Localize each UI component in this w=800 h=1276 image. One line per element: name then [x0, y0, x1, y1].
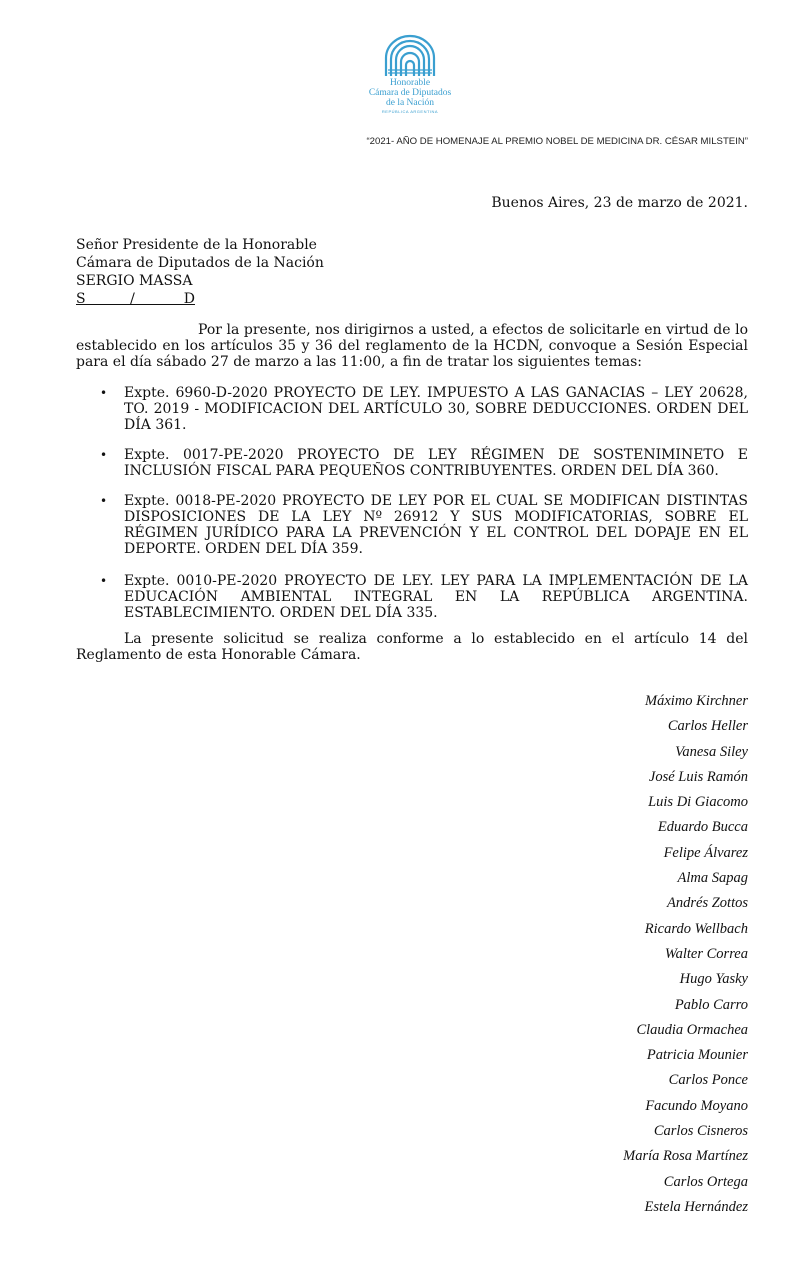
recipient-sd: S / D — [76, 291, 195, 307]
signature-name: Carlos Heller — [667, 718, 748, 735]
signature-name: Estela Hernández — [644, 1198, 748, 1215]
signature-name: Claudia Ormachea — [636, 1021, 748, 1038]
signature-name: Vanesa Siley — [675, 743, 748, 760]
signature-name: Facundo Moyano — [645, 1097, 748, 1114]
signature-name: Máximo Kirchner — [645, 693, 748, 709]
year-motto: “2021- AÑO DE HOMENAJE AL PREMIO NOBEL DE MEDICINA DR. CÉSAR MILSTEIN” — [366, 136, 748, 147]
letter-date: Buenos Aires, 23 de marzo de 2021. — [491, 195, 748, 211]
topic-text: Expte. 0018-PE-2020 PROYECTO DE LEY POR EL CUAL SE MODIFICAN DISTINTAS DISPOSICIONES DE LA LEY Nº 26912 Y SUS MODIFICATORIAS, SOBRE EL RÉGIMEN JURÍDICO PARA LA PREVENCIÓN Y EL CONTROL DEL DOPAJE EN EL DEPORTE. ORDEN DEL DÍA 359. — [124, 493, 748, 557]
intro-paragraph: Por la presente, nos dirigirnos a usted, a efectos de solicitarle en virtud de lo establecido en los artículos 35 y 36 del reglamento de la HCDN, convoque a Sesión Especial para el día sábado 27 de marzo a las 11:00, a fin de tratar los siguientes temas: — [76, 322, 748, 370]
signature-name: José Luis Ramón — [648, 768, 748, 785]
signature-name: Luis Di Giacomo — [648, 794, 748, 811]
signature-name: Eduardo Bucca — [657, 819, 748, 836]
signature-name: Carlos Cisneros — [653, 1123, 748, 1140]
topic-text: Expte. 0010-PE-2020 PROYECTO DE LEY. LEY PARA LA IMPLEMENTACIÓN DE LA EDUCACIÓN AMBIENTAL INTEGRAL EN LA REPÚBLICA ARGENTINA. ESTABLECIMIENTO. ORDEN DEL DÍA 335. — [124, 573, 748, 621]
recipient-block — [76, 236, 324, 308]
logo-line-4: REPÚBLICA ARGENTINA — [381, 109, 439, 114]
recipient-line-2: Cámara de Diputados de la Nación — [76, 255, 324, 271]
signature-name: Pablo Carro — [674, 996, 748, 1013]
signature-name: Alma Sapag — [677, 870, 748, 887]
logo-line-1: Honorable — [389, 78, 431, 88]
signature-name: María Rosa Martínez — [623, 1148, 748, 1165]
topic-text: Expte. 6960-D-2020 PROYECTO DE LEY. IMPUESTO A LAS GANACIAS – LEY 20628, TO. 2019 - MODIFICACION DEL ARTÍCULO 30, SOBRE DEDUCCIONES. ORDEN DEL DÍA 361. — [124, 385, 748, 433]
signature-name: Andrés Zottos — [667, 895, 748, 912]
signature-name: Carlos Ponce — [668, 1072, 748, 1089]
congress-dome-icon — [380, 34, 440, 78]
bullet-icon: • — [100, 386, 108, 400]
list-item — [76, 385, 748, 433]
logo-line-2: Cámara de Diputados — [368, 88, 452, 98]
signature-name: Ricardo Wellbach — [644, 920, 748, 937]
list-item — [76, 573, 748, 621]
list-item — [76, 447, 748, 479]
recipient-name: SERGIO MASSA — [76, 273, 193, 289]
topic-text: Expte. 0017-PE-2020 PROYECTO DE LEY RÉGIMEN DE SOSTENIMINETO E INCLUSIÓN FISCAL PARA PEQUEÑOS CONTRIBUYENTES. ORDEN DEL DÍA 360. — [124, 447, 748, 479]
signature-name: Carlos Ortega — [663, 1173, 748, 1190]
logo-line-3: de la Nación — [385, 98, 434, 108]
signature-name: Walter Correa — [664, 945, 748, 962]
signature-name: Patricia Mounier — [646, 1047, 748, 1064]
signature-name: Hugo Yasky — [679, 971, 748, 988]
topics-list — [76, 385, 748, 621]
bullet-icon: • — [100, 448, 108, 462]
recipient-line-1: Señor Presidente de la Honorable — [76, 237, 317, 253]
chamber-logo — [355, 34, 465, 114]
signature-name: Felipe Álvarez — [663, 844, 748, 861]
signature-list — [623, 689, 748, 1220]
bullet-icon: • — [100, 574, 108, 588]
list-item — [76, 493, 748, 557]
bullet-icon: • — [100, 494, 108, 508]
closing-paragraph: La presente solicitud se realiza conforme a lo establecido en el artículo 14 del Reglamento de esta Honorable Cámara. — [76, 631, 748, 663]
